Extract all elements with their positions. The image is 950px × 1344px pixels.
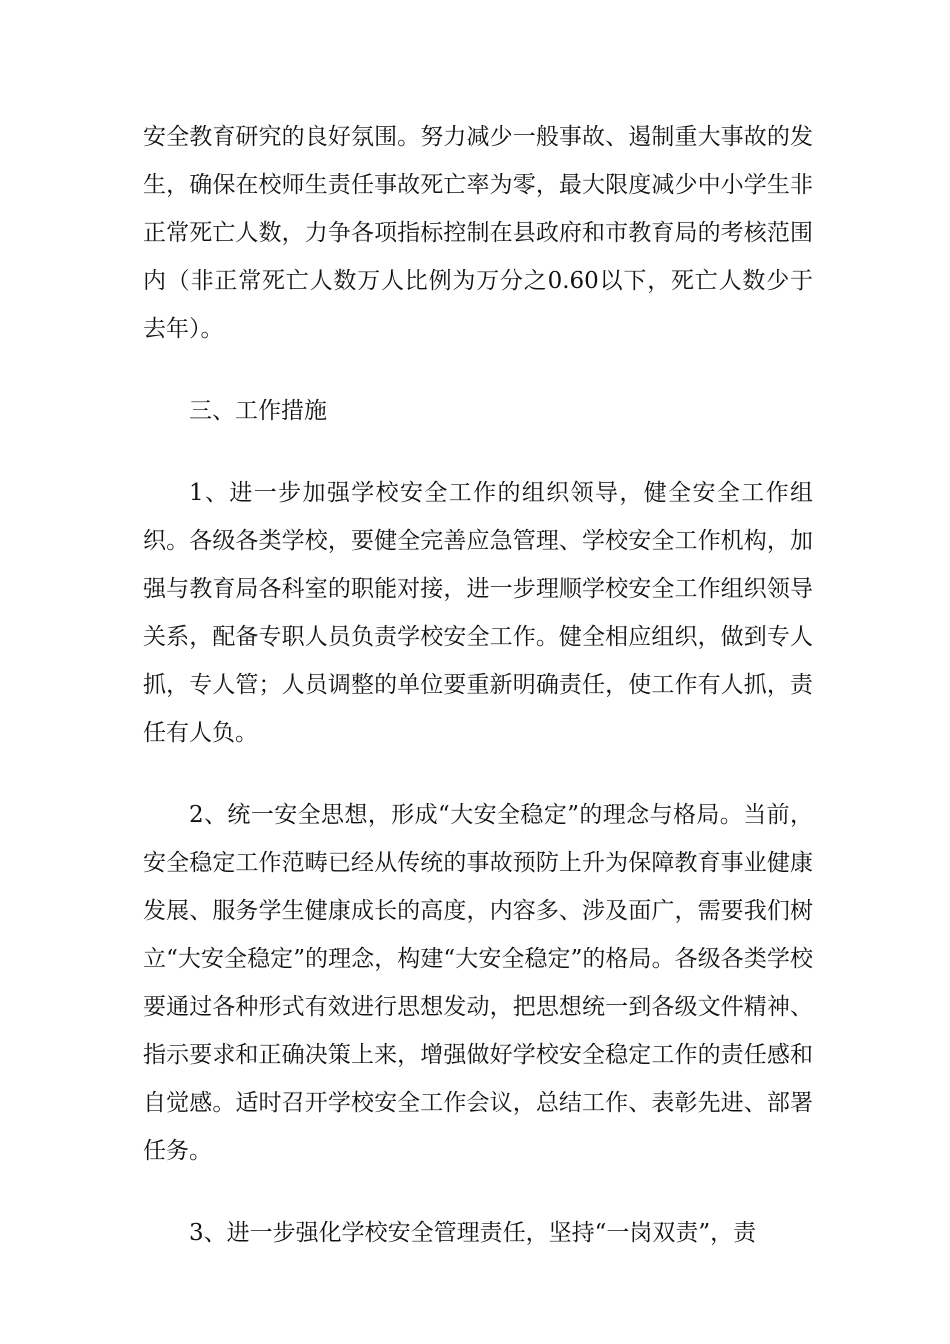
section-heading-work-measures: 三、工作措施 bbox=[189, 398, 327, 424]
paragraph-measure-2: 2、统一安全思想，形成“大安全稳定”的理念与格局。当前，安全稳定工作范畴已经从传统的事故预防上升为保障教育事业健康发展、服务学生健康成长的高度，内容多、涉及面广，需要我们树立“大安全稳定”的理念，构建“大安全稳定”的格局。各级各类学校要通过各种形式有效进行思想发动，把思想统一到各级文件精神、指示要求和正确决策上来，增强做好学校安全稳定工作的责任感和自觉感。适时召开学校安全工作会议，总结工作、表彰先进、部署任务。 bbox=[143, 802, 813, 1164]
paragraph-continuation: 安全教育研究的良好氛围。努力减少一般事故、遏制重大事故的发生，确保在校师生责任事故死亡率为零，最大限度减少中小学生非正常死亡人数，力争各项指标控制在县政府和市教育局的考核范围内（非正常死亡人数万人比例为万分之0.60以下，死亡人数少于去年）。 bbox=[143, 124, 813, 342]
paragraph-measure-3: 3、进一步强化学校安全管理责任，坚持“一岗双责”，责 bbox=[189, 1220, 757, 1246]
document-body bbox=[143, 113, 813, 1291]
paragraph-measure-1: 1、进一步加强学校安全工作的组织领导，健全安全工作组织。各级各类学校，要健全完善应急管理、学校安全工作机构，加强与教育局各科室的职能对接，进一步理顺学校安全工作组织领导关系，配备专职人员负责学校安全工作。健全相应组织，做到专人抓，专人管；人员调整的单位要重新明确责任，使工作有人抓，责任有人负。 bbox=[143, 480, 813, 746]
